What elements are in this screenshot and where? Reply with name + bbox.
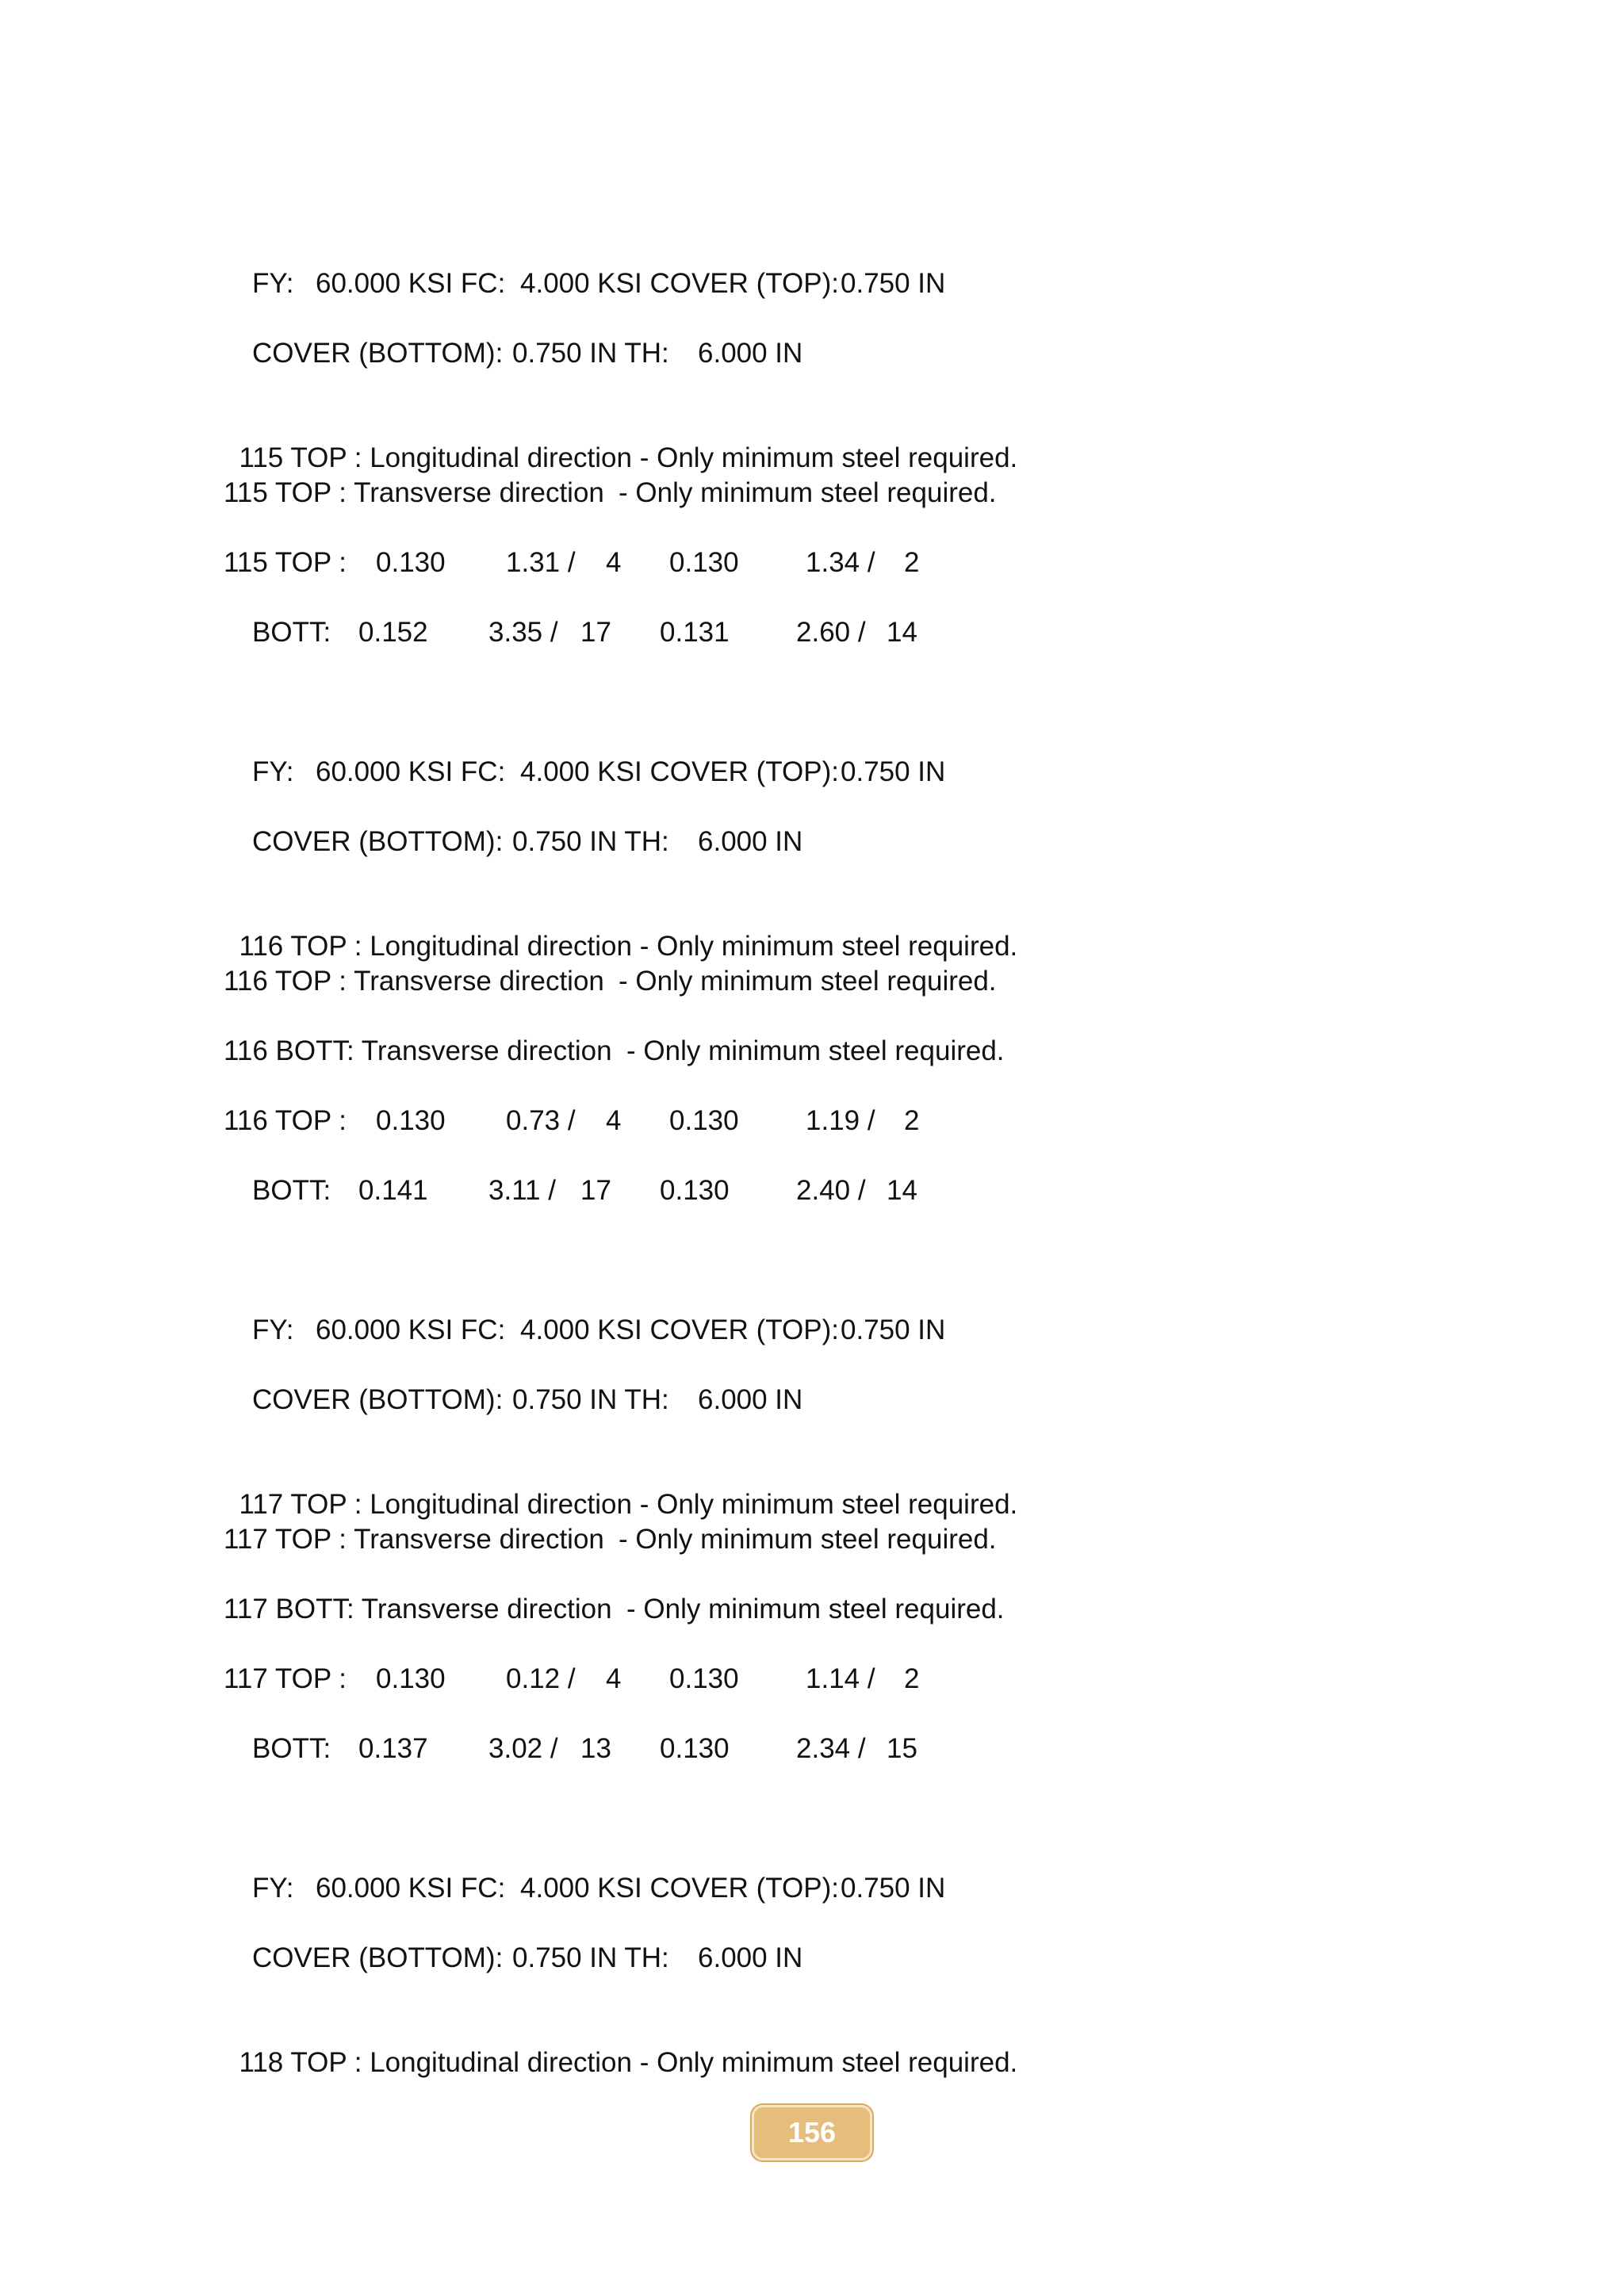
note-prefix: 115 TOP : Longitudinal direction — [239, 442, 632, 473]
value-4: 0.130 — [669, 547, 739, 578]
note-message: - Only minimum steel required. — [619, 477, 997, 508]
fy-value: 60.000 KSI FC: — [316, 756, 506, 787]
value-5: 2.40 / — [796, 1175, 866, 1206]
note-message: - Only minimum steel required. — [619, 1524, 997, 1555]
value-1: 0.130 — [376, 1105, 446, 1136]
value-2: 0.12 / — [506, 1663, 576, 1694]
value-5: 2.34 / — [796, 1733, 866, 1764]
cover-top-value: 0.750 IN — [841, 1873, 946, 1904]
note-line — [224, 894, 1017, 964]
note-prefix: 117 TOP : Longitudinal direction — [239, 1489, 632, 1520]
value-4: 0.131 — [660, 617, 730, 648]
value-3: 4 — [606, 1663, 622, 1694]
fy-label: FY: — [252, 268, 294, 299]
note-prefix: 116 BOTT: Transverse direction — [224, 1035, 612, 1066]
value-2: 3.02 / — [488, 1733, 558, 1764]
note-message: - Only minimum steel required. — [639, 442, 1018, 473]
cover-bottom-label: COVER (BOTTOM): — [252, 1942, 504, 1973]
cover-bottom-label: COVER (BOTTOM): — [252, 826, 504, 857]
note-message: - Only minimum steel required. — [619, 966, 997, 997]
fc-value: 4.000 KSI COVER (TOP): — [520, 1314, 839, 1345]
th-value: 6.000 IN — [698, 1384, 803, 1415]
note-prefix: 116 TOP : Longitudinal direction — [239, 931, 632, 962]
note-message: - Only minimum steel required. — [626, 1035, 1005, 1066]
value-1: 0.130 — [376, 547, 446, 578]
cover-bottom-value: 0.750 IN TH: — [512, 1942, 669, 1973]
value-3: 13 — [580, 1733, 611, 1764]
note-message: - Only minimum steel required. — [639, 931, 1018, 962]
value-3: 17 — [580, 1175, 611, 1206]
value-6: 2 — [904, 547, 920, 578]
fc-value: 4.000 KSI COVER (TOP): — [520, 268, 839, 299]
note-line — [224, 406, 1017, 476]
value-5: 1.14 / — [806, 1663, 875, 1694]
note-message: - Only minimum steel required. — [639, 2047, 1018, 2078]
note-message: - Only minimum steel required. — [626, 1594, 1005, 1624]
row-label: 115 TOP : — [224, 547, 347, 578]
value-4: 0.130 — [669, 1663, 739, 1694]
note-prefix: 116 TOP : Transverse direction — [224, 966, 604, 997]
fy-label: FY: — [252, 1314, 294, 1345]
th-value: 6.000 IN — [698, 1942, 803, 1973]
note-message: - Only minimum steel required. — [639, 1489, 1018, 1520]
cover-bottom-value: 0.750 IN TH: — [512, 338, 669, 369]
value-2: 3.11 / — [488, 1175, 556, 1206]
value-4: 0.130 — [660, 1733, 730, 1764]
fc-value: 4.000 KSI COVER (TOP): — [520, 756, 839, 787]
note-line — [224, 1452, 1017, 1522]
value-6: 2 — [904, 1105, 920, 1136]
row-label: BOTT: — [252, 1175, 331, 1206]
cover-bottom-value: 0.750 IN TH: — [512, 1384, 669, 1415]
value-1: 0.141 — [358, 1175, 428, 1206]
fc-value: 4.000 KSI COVER (TOP): — [520, 1873, 839, 1904]
th-value: 6.000 IN — [698, 338, 803, 369]
value-6: 14 — [887, 617, 917, 648]
cover-top-value: 0.750 IN — [841, 756, 946, 787]
note-prefix: 118 TOP : Longitudinal direction — [239, 2047, 632, 2078]
cover-top-value: 0.750 IN — [841, 1314, 946, 1345]
value-4: 0.130 — [669, 1105, 739, 1136]
cover-top-value: 0.750 IN — [841, 268, 946, 299]
value-1: 0.137 — [358, 1733, 428, 1764]
value-3: 4 — [606, 547, 622, 578]
value-4: 0.130 — [660, 1175, 730, 1206]
value-5: 2.60 / — [796, 617, 866, 648]
row-label: BOTT: — [252, 617, 331, 648]
cover-bottom-label: COVER (BOTTOM): — [252, 1384, 504, 1415]
row-label: 117 TOP : — [224, 1663, 347, 1694]
note-prefix: 115 TOP : Transverse direction — [224, 477, 604, 508]
value-1: 0.152 — [358, 617, 428, 648]
value-2: 0.73 / — [506, 1105, 576, 1136]
page-number-badge: 156 — [752, 2105, 872, 2160]
value-6: 2 — [904, 1663, 920, 1694]
fy-value: 60.000 KSI FC: — [316, 268, 506, 299]
row-label: 116 TOP : — [224, 1105, 347, 1136]
fy-value: 60.000 KSI FC: — [316, 1873, 506, 1904]
note-prefix: 117 TOP : Transverse direction — [224, 1524, 604, 1555]
value-2: 3.35 / — [488, 617, 558, 648]
value-5: 1.34 / — [806, 547, 875, 578]
value-6: 15 — [887, 1733, 917, 1764]
fy-label: FY: — [252, 756, 294, 787]
fy-label: FY: — [252, 1873, 294, 1904]
value-3: 4 — [606, 1105, 622, 1136]
th-value: 6.000 IN — [698, 826, 803, 857]
row-label: BOTT: — [252, 1733, 331, 1764]
cover-bottom-label: COVER (BOTTOM): — [252, 338, 504, 369]
cover-bottom-value: 0.750 IN TH: — [512, 826, 669, 857]
value-6: 14 — [887, 1175, 917, 1206]
value-2: 1.31 / — [506, 547, 576, 578]
note-prefix: 117 BOTT: Transverse direction — [224, 1594, 612, 1624]
note-line — [224, 2011, 1017, 2080]
value-5: 1.19 / — [806, 1105, 875, 1136]
value-3: 17 — [580, 617, 611, 648]
fy-value: 60.000 KSI FC: — [316, 1314, 506, 1345]
value-1: 0.130 — [376, 1663, 446, 1694]
